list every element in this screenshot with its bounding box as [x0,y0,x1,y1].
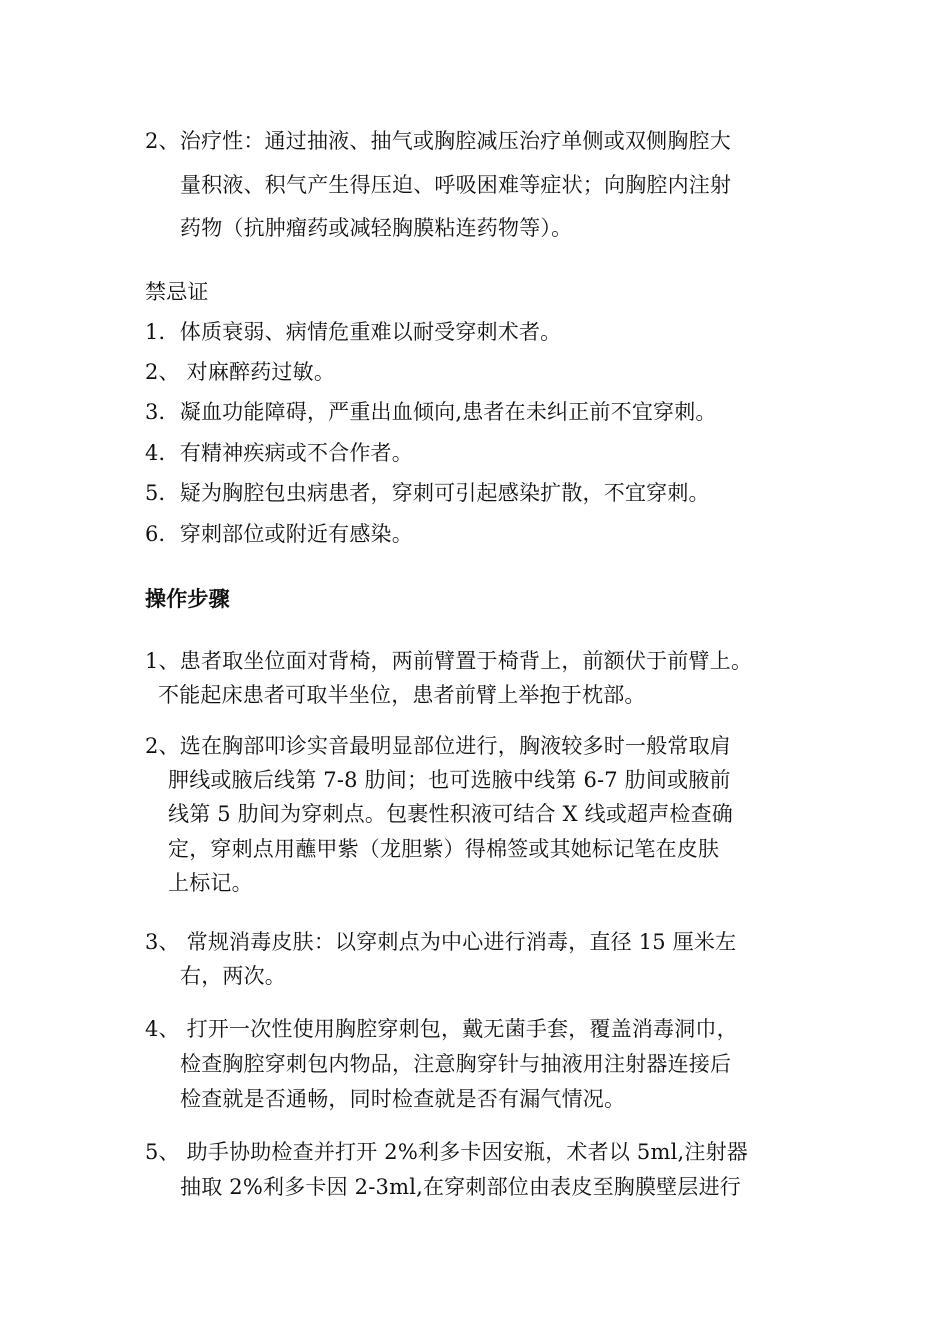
step-line: 3、 常规消毒皮肤：以穿刺点为中心进行消毒，直径 15 厘米左 [145,930,737,954]
text-line: 2、治疗性：通过抽液、抽气或胸腔减压治疗单侧或双侧胸腔大 [145,129,731,153]
step-line: 检查胸腔穿刺包内物品，注意胸穿针与抽液用注射器连接后 [180,1052,732,1076]
step-line: 检查就是否通畅，同时检查就是否有漏气情况。 [180,1087,626,1111]
step-line: 4、 打开一次性使用胸腔穿刺包，戴无菌手套，覆盖消毒洞巾， [145,1017,738,1041]
list-item: 6．穿刺部位或附近有感染。 [145,522,413,546]
list-item: 2、 对麻醉药过敏。 [145,360,336,384]
step-line: 胛线或腋后线第 7-8 肋间；也可选腋中线第 6-7 肋间或腋前 [168,768,731,792]
section-heading: 操作步骤 [145,586,230,611]
step-line: 2、选在胸部叩诊实音最明显部位进行，胸液较多时一般常取肩 [145,734,731,758]
step-line: 上标记。 [168,871,253,895]
step-line: 线第 5 肋间为穿刺点。包裹性积液可结合 X 线或超声检查确 [168,802,734,826]
list-item: 1．体质衰弱、病情危重难以耐受穿刺术者。 [145,320,562,344]
step-line: 抽取 2%利多卡因 2-3ml,在穿刺部位由表皮至胸膜壁层进行 [180,1175,741,1199]
step-line: 右，两次。 [180,964,286,988]
section-title: 禁忌证 [145,280,209,304]
step-line: 定，穿刺点用蘸甲紫（龙胆紫）得棉签或其她标记笔在皮肤 [168,837,720,861]
list-item: 5．疑为胸腔包虫病患者，穿刺可引起感染扩散，不宜穿刺。 [145,481,710,505]
text-line: 药物（抗肿瘤药或减轻胸膜粘连药物等）。 [180,216,573,240]
text-line: 量积液、积气产生得压迫、呼吸困难等症状；向胸腔内注射 [180,173,732,197]
step-line: 5、 助手协助检查并打开 2%利多卡因安瓶，术者以 5ml,注射器 [145,1140,748,1164]
list-item: 4．有精神疾病或不合作者。 [145,441,413,465]
step-line: 1、患者取坐位面对背椅，两前臂置于椅背上，前额伏于前臂上。 [145,649,753,673]
step-line: 不能起床患者可取半坐位，患者前臂上举抱于枕部。 [158,683,646,707]
list-item: 3．凝血功能障碍，严重出血倾向,患者在未纠正前不宜穿刺。 [145,400,717,424]
